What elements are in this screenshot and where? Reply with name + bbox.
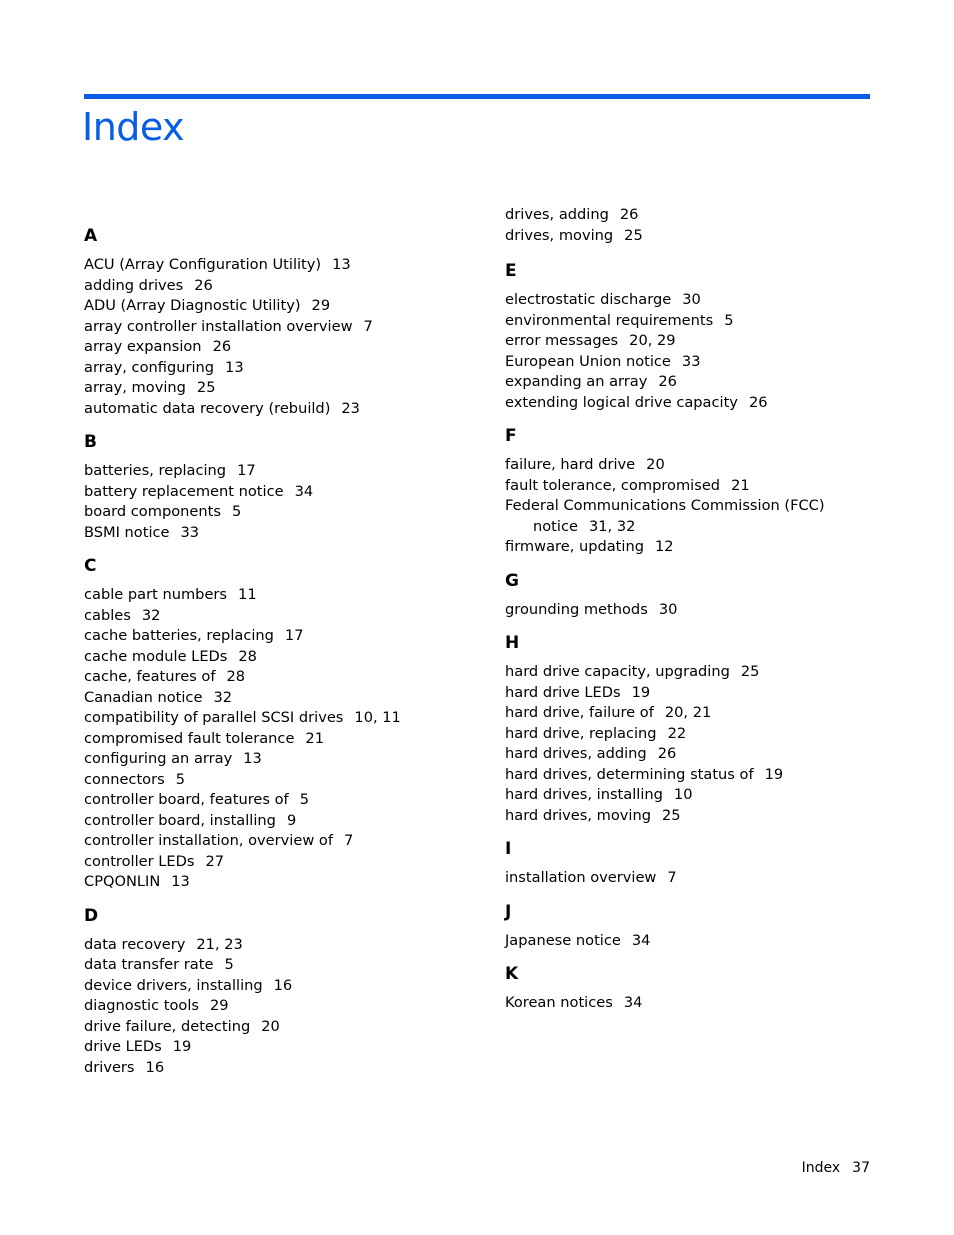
index-term: drives, adding <box>505 206 609 223</box>
index-entry <box>505 496 865 537</box>
index-entry <box>505 662 865 683</box>
index-term: European Union notice <box>505 352 671 370</box>
index-page-ref[interactable]: 5 <box>175 770 186 788</box>
index-page-ref[interactable]: 30 <box>658 600 678 618</box>
index-term: hard drive LEDs <box>505 683 621 701</box>
index-term: controller board, installing <box>84 811 276 829</box>
index-entry <box>84 708 444 729</box>
index-section-h <box>505 630 865 826</box>
index-term: installation overview <box>505 869 657 886</box>
index-term: Federal Communications Commission (FCC) <box>505 497 825 514</box>
index-page-ref[interactable]: 16 <box>273 976 293 994</box>
index-entry <box>84 276 444 297</box>
index-term: array, moving <box>84 379 186 396</box>
index-entry <box>84 358 444 379</box>
index-page-ref[interactable]: 5 <box>231 503 242 520</box>
index-entry <box>84 399 444 420</box>
index-page-ref[interactable]: 29 <box>209 997 229 1014</box>
index-term: Korean notices <box>505 994 613 1011</box>
section-letter: D <box>84 905 99 926</box>
index-entry <box>84 667 444 688</box>
index-page-ref[interactable]: 7 <box>343 832 354 849</box>
index-term: data transfer rate <box>84 956 214 973</box>
index-section-k <box>505 961 865 1014</box>
index-page-ref[interactable]: 27 <box>205 852 225 870</box>
index-entry <box>84 606 444 627</box>
index-term: controller board, features of <box>84 791 289 808</box>
index-term: device drivers, installing <box>84 976 263 994</box>
index-page-ref[interactable]: 22 <box>667 724 687 742</box>
index-term: controller installation, overview of <box>84 832 333 849</box>
index-entry <box>505 744 865 765</box>
footer-page-number: 37 <box>852 1160 870 1176</box>
index-page-ref[interactable]: 34 <box>294 482 314 500</box>
index-entry <box>505 703 865 724</box>
index-page-ref[interactable]: 17 <box>237 462 256 479</box>
index-term: drive LEDs <box>84 1038 162 1055</box>
index-page-ref[interactable]: 20 <box>261 1017 280 1035</box>
index-page-ref[interactable]: 20, 21 <box>664 704 712 721</box>
index-entry <box>84 872 444 893</box>
index-page-ref[interactable]: 20 <box>646 456 665 473</box>
index-entry <box>505 455 865 476</box>
index-page-ref[interactable]: 33 <box>681 352 701 370</box>
index-term: hard drives, determining status of <box>505 765 754 783</box>
index-entry <box>84 770 444 791</box>
index-entry <box>505 393 865 414</box>
index-term: array, configuring <box>84 358 215 376</box>
index-page-ref[interactable]: 29 <box>311 297 331 314</box>
section-letter: F <box>505 426 517 446</box>
index-entry <box>84 317 444 338</box>
index-page-ref[interactable]: 31, 32 <box>588 517 636 535</box>
index-entry <box>505 226 865 247</box>
index-page-ref[interactable]: 26 <box>619 206 639 223</box>
index-entry <box>84 1058 444 1079</box>
index-entry <box>84 729 444 750</box>
index-entry <box>84 523 444 544</box>
index-page-ref[interactable]: 7 <box>667 869 677 886</box>
index-page-ref[interactable]: 17 <box>284 627 304 644</box>
index-entry <box>84 337 444 358</box>
index-entry <box>505 600 865 621</box>
index-term: cables <box>84 606 131 624</box>
index-term: array controller installation overview <box>84 317 353 335</box>
index-term: drivers <box>84 1058 135 1076</box>
index-page-ref[interactable]: 19 <box>764 765 784 783</box>
index-entry <box>84 935 444 956</box>
index-entry <box>84 811 444 832</box>
index-term: Japanese notice <box>505 931 621 949</box>
index-entry <box>84 255 444 276</box>
index-entry <box>84 502 444 523</box>
index-term: fault tolerance, compromised <box>505 476 721 494</box>
index-section-j <box>505 899 865 952</box>
index-entry <box>84 1037 444 1058</box>
section-letter: B <box>84 432 97 452</box>
index-section-b <box>84 429 444 543</box>
index-entry <box>84 1017 444 1038</box>
index-term: firmware, updating <box>505 538 644 555</box>
index-section-a <box>84 223 444 419</box>
index-page-ref[interactable]: 20, 29 <box>629 332 676 349</box>
index-section-g <box>505 568 865 621</box>
index-term: cache module LEDs <box>84 647 228 665</box>
index-entry <box>84 790 444 811</box>
index-term: board components <box>84 503 221 520</box>
index-entry <box>505 476 865 497</box>
index-entry <box>505 765 865 786</box>
index-term: ACU (Array Configuration Utility) <box>84 256 322 273</box>
index-entry <box>505 352 865 373</box>
section-letter: I <box>505 839 512 859</box>
index-entry <box>505 683 865 704</box>
index-term: adding drives <box>84 276 184 294</box>
index-term: diagnostic tools <box>84 997 199 1014</box>
index-page-ref[interactable]: 30 <box>682 291 701 308</box>
index-page-ref[interactable]: 26 <box>212 338 232 355</box>
index-term: grounding methods <box>505 600 648 618</box>
index-term: expanding an array <box>505 373 648 390</box>
index-entry <box>84 852 444 873</box>
index-entry <box>84 585 444 606</box>
index-term: hard drive, replacing <box>505 724 657 742</box>
index-term: BSMI notice <box>84 523 170 541</box>
section-letter: J <box>505 901 512 922</box>
index-term-continuation-text: notice <box>533 517 578 535</box>
index-entry <box>84 976 444 997</box>
index-entry <box>505 290 865 311</box>
section-letter: C <box>84 556 97 576</box>
index-entry <box>84 688 444 709</box>
index-page-ref[interactable]: 5 <box>224 956 234 973</box>
index-term: Canadian notice <box>84 688 203 706</box>
index-term: ADU (Array Diagnostic Utility) <box>84 297 301 314</box>
section-letter: G <box>505 570 519 591</box>
index-term: connectors <box>84 770 165 788</box>
index-entry <box>84 626 444 647</box>
index-term: data recovery <box>84 935 186 953</box>
index-page-ref[interactable]: 21 <box>731 476 750 494</box>
index-page-ref[interactable]: 23 <box>341 399 360 417</box>
index-term: extending logical drive capacity <box>505 393 738 411</box>
index-entry <box>505 311 865 332</box>
index-term: error messages <box>505 332 619 349</box>
index-entry <box>505 806 865 827</box>
footer-label: Index <box>801 1160 841 1176</box>
index-section-d <box>84 903 444 1079</box>
index-section-i <box>505 836 865 889</box>
index-entry <box>84 996 444 1017</box>
index-page-ref[interactable]: 13 <box>225 358 244 376</box>
index-term: automatic data recovery (rebuild) <box>84 399 331 417</box>
index-term: hard drive, failure of <box>505 704 654 721</box>
index-term: cable part numbers <box>84 586 228 603</box>
index-page-ref[interactable]: 19 <box>631 683 651 701</box>
index-page-ref[interactable]: 34 <box>623 994 643 1011</box>
index-section-continued <box>505 205 865 246</box>
index-left-column <box>84 223 444 1088</box>
index-entry <box>505 205 865 226</box>
index-page-ref[interactable]: 33 <box>180 523 200 541</box>
index-page-ref[interactable]: 5 <box>299 791 309 808</box>
index-page-ref[interactable]: 34 <box>631 931 651 949</box>
index-page-ref[interactable]: 21, 23 <box>196 935 243 953</box>
section-letter: H <box>505 633 520 653</box>
index-term: hard drives, adding <box>505 745 647 762</box>
index-page-ref[interactable]: 9 <box>286 811 297 829</box>
index-term: batteries, replacing <box>84 462 227 479</box>
index-entry <box>505 993 865 1014</box>
index-page-ref[interactable]: 13 <box>171 873 190 890</box>
index-entry <box>84 955 444 976</box>
section-letter: E <box>505 261 517 281</box>
index-entry <box>84 461 444 482</box>
index-section-e <box>505 258 865 413</box>
index-entry <box>505 931 865 952</box>
index-page-ref[interactable]: 11 <box>238 586 257 603</box>
index-page-ref[interactable]: 12 <box>654 538 674 555</box>
index-term: cache batteries, replacing <box>84 627 274 644</box>
index-page-ref[interactable]: 26 <box>194 276 213 294</box>
index-entry <box>505 785 865 806</box>
page-title: Index <box>82 105 185 149</box>
index-page-ref[interactable]: 25 <box>740 663 760 680</box>
index-entry <box>505 372 865 393</box>
index-term: environmental requirements <box>505 311 714 329</box>
index-term: cache, features of <box>84 668 216 685</box>
index-page-ref[interactable]: 28 <box>238 647 257 665</box>
index-term: configuring an array <box>84 750 233 767</box>
index-entry <box>84 647 444 668</box>
index-section-f <box>505 423 865 558</box>
index-page-ref[interactable]: 26 <box>658 373 677 390</box>
index-page-ref[interactable]: 25 <box>196 379 216 396</box>
index-page-ref[interactable]: 26 <box>748 393 768 411</box>
index-term: electrostatic discharge <box>505 291 672 308</box>
index-page-ref[interactable]: 21 <box>305 729 324 747</box>
index-page-ref[interactable]: 10 <box>673 786 693 803</box>
page-footer <box>802 1158 870 1178</box>
title-rule <box>84 94 870 99</box>
index-entry <box>84 378 444 399</box>
index-page-ref[interactable]: 32 <box>141 606 161 624</box>
index-page-ref[interactable]: 7 <box>363 317 373 335</box>
index-entry <box>84 749 444 770</box>
index-entry <box>84 482 444 503</box>
index-right-column <box>505 205 865 1024</box>
index-entry <box>505 868 865 889</box>
index-term: CPQONLIN <box>84 873 161 890</box>
index-entry <box>84 831 444 852</box>
index-term-continuation <box>505 517 865 538</box>
index-page-ref[interactable]: 5 <box>724 311 734 329</box>
index-entry <box>84 296 444 317</box>
index-term: controller LEDs <box>84 852 195 870</box>
index-term: battery replacement notice <box>84 482 284 500</box>
index-term: compatibility of parallel SCSI drives <box>84 709 344 726</box>
index-term: drive failure, detecting <box>84 1017 251 1035</box>
section-letter: K <box>505 964 519 984</box>
index-entry <box>505 724 865 745</box>
index-page-ref[interactable]: 13 <box>332 256 351 273</box>
index-section-c <box>84 553 444 893</box>
index-term: hard drives, installing <box>505 786 663 803</box>
index-term: array expansion <box>84 338 202 355</box>
index-term: drives, moving <box>505 226 614 244</box>
index-page-ref[interactable]: 25 <box>662 806 681 824</box>
index-page-ref[interactable]: 19 <box>172 1038 192 1055</box>
section-letter: A <box>84 226 98 246</box>
index-entry <box>505 537 865 558</box>
index-page-ref[interactable]: 13 <box>243 750 262 767</box>
index-page-ref[interactable]: 16 <box>145 1058 165 1076</box>
index-page-ref[interactable]: 10, 11 <box>354 709 401 726</box>
index-page-ref[interactable]: 25 <box>624 226 643 244</box>
index-entry <box>505 331 865 352</box>
index-term: failure, hard drive <box>505 456 636 473</box>
index-page-ref[interactable]: 32 <box>213 688 233 706</box>
index-term: hard drives, moving <box>505 806 652 824</box>
index-page-ref[interactable]: 26 <box>657 745 677 762</box>
index-term: compromised fault tolerance <box>84 729 295 747</box>
index-term: hard drive capacity, upgrading <box>505 663 730 680</box>
index-page-ref[interactable]: 28 <box>226 668 246 685</box>
